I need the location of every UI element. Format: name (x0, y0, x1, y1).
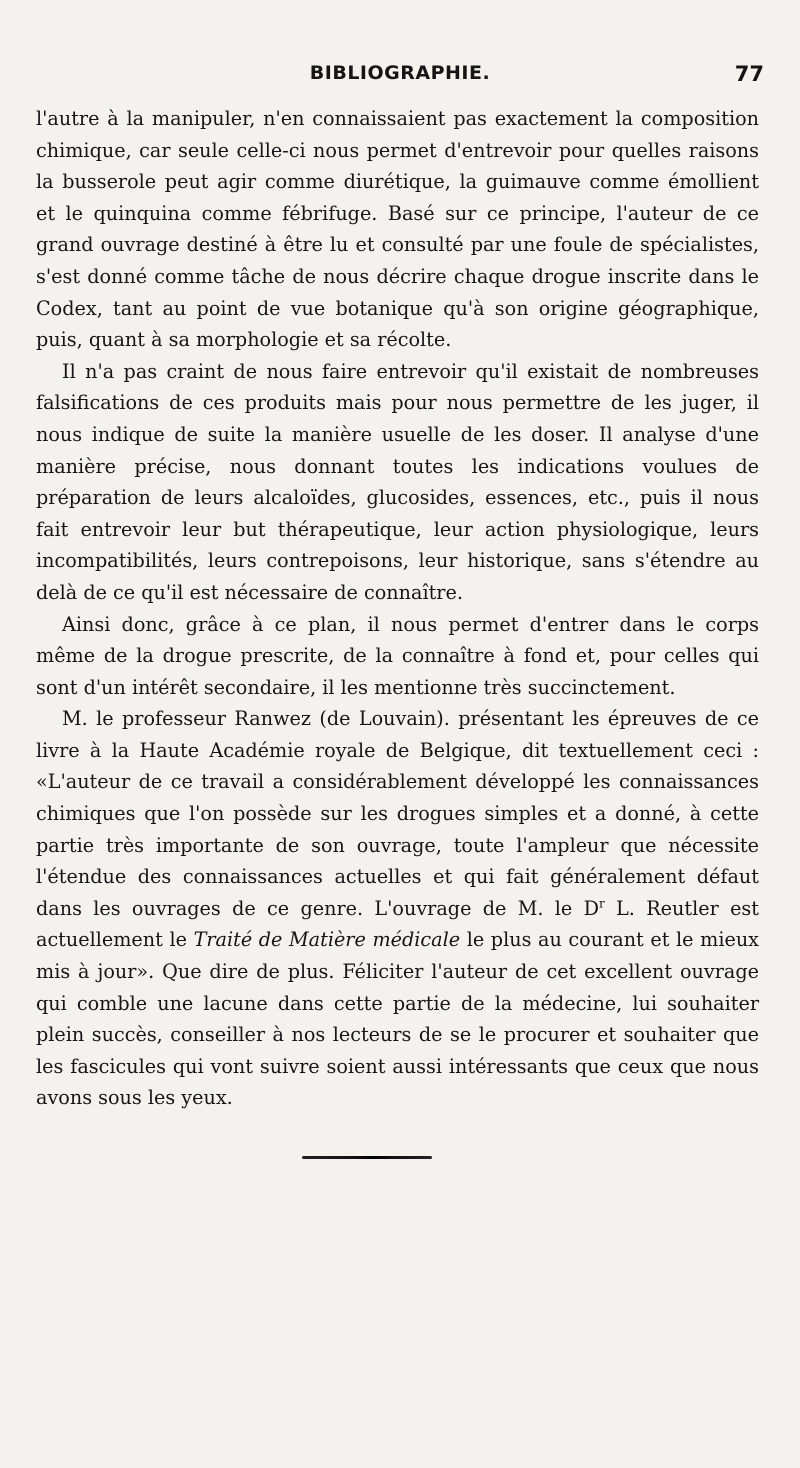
page-header (36, 62, 764, 94)
body-text (36, 103, 759, 1114)
paragraph-4 (36, 703, 759, 1114)
page-number: 77 (734, 62, 764, 86)
paragraph-4-part-3: le plus au courant et le mieux mis à jour». Que dire de plus. Féliciter l'auteur de cet excellent ouvrage qui comble une lacune dans cette partie de la médecine, lui souhaiter plein succès, conseiller à nos lecteurs de se le procurer et souhaiter que les fascicules qui vont suivre soient aussi intéressants que ceux que nous avons sous les yeux. (36, 928, 759, 1110)
paragraph-1: l'autre à la manipuler, n'en connaissaient pas exactement la composition chimique, car seule celle-ci nous permet d'entrevoir pour quelles raisons la busserole peut agir comme diurétique, la guimauve comme émollient et le quinquina comme fébrifuge. Basé sur ce principe, l'auteur de ce grand ouvrage destiné à être lu et consulté par une foule de spécialistes, s'est donné comme tâche de nous décrire chaque drogue inscrite dans le Codex, tant au point de vue botanique qu'à son origine géographique, puis, quant à sa morphologie et sa récolte. (36, 107, 759, 352)
paragraph-4-part-2: L. Reutler est actuellement le (36, 896, 759, 952)
book-title-italic: Traité de Matière médicale (193, 928, 461, 952)
doctor-superscript: r (598, 896, 605, 911)
paragraph-2: Il n'a pas craint de nous faire entrevoir qu'il existait de nombreuses falsifications de ces produits mais pour nous permettre de les juger, il nous indique de suite la manière usuelle de les doser. Il analyse d'une manière précise, nous donnant toutes les indications voulues de préparation de leurs alcaloïdes, glucosides, essences, etc., puis il nous fait entrevoir leur but thérapeutique, leur action physiologique, leurs incompatibilités, leurs contrepoisons, leur historique, sans s'étendre au delà de ce qu'il est nécessaire de connaître. (36, 359, 759, 604)
end-rule (302, 1156, 432, 1159)
running-title: BIBLIOGRAPHIE. (309, 62, 491, 84)
paragraph-4-part-1: M. le professeur Ranwez (de Louvain). présentant les épreuves de ce livre à la Haute Académie royale de Belgique, dit textuellement ceci : «L'auteur de ce travail a considérablement développé les connaissances chimiques que l'on possède sur les drogues simples et a donné, à cette partie très importante de son ouvrage, toute l'ampleur que nécessite l'étendue des connaissances actuelles et qui fait généralement défaut dans les ouvrages de ce genre. L'ouvrage de M. le D (36, 707, 759, 920)
paragraph-3: Ainsi donc, grâce à ce plan, il nous permet d'entrer dans le corps même de la drogue prescrite, de la connaître à fond et, pour celles qui sont d'un intérêt secondaire, il les mentionne très succinctement. (36, 612, 759, 699)
